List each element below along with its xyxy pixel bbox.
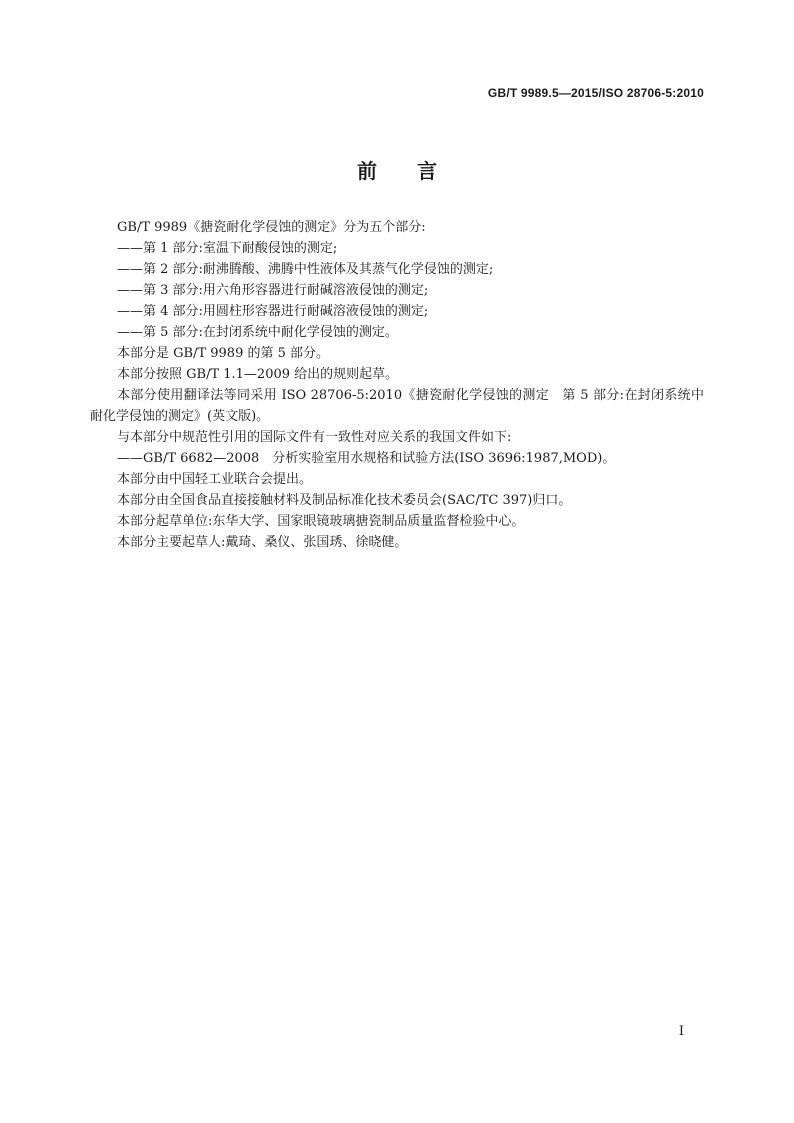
paragraph-references-intro: 与本部分中规范性引用的国际文件有一致性对应关系的我国文件如下: xyxy=(117,430,512,445)
page-number: I xyxy=(678,1024,684,1039)
paragraph-drafting-units: 本部分起草单位:东华大学、国家眼镜玻璃搪瓷制品质量监督检验中心。 xyxy=(117,514,525,529)
paragraph-part-statement: 本部分是 GB/T 9989 的第 5 部分。 xyxy=(117,346,330,361)
list-item-part-2: ——第 2 部分:耐沸腾酸、沸腾中性液体及其蒸气化学侵蚀的测定; xyxy=(117,262,494,277)
standard-code: GB/T 9989.5—2015/ISO 28706-5:2010 xyxy=(487,86,704,100)
paragraph-drafters: 本部分主要起草人:戴琦、桑仪、张国琇、徐晓健。 xyxy=(117,535,408,550)
paragraph-drafting-rules: 本部分按照 GB/T 1.1—2009 给出的规则起草。 xyxy=(117,367,399,382)
list-item-part-1: ——第 1 部分:室温下耐酸侵蚀的测定; xyxy=(117,241,338,256)
paragraph-proposer: 本部分由中国轻工业联合会提出。 xyxy=(117,472,313,487)
paragraph-adoption: 本部分使用翻译法等同采用 ISO 28706-5:2010《搪瓷耐化学侵蚀的测定 第 5 部分:在封闭系统中耐化学侵蚀的测定》(英文版)。 xyxy=(90,388,704,424)
paragraph-centralized: 本部分由全国食品直接接触材料及制品标准化技术委员会(SAC/TC 397)归口。 xyxy=(117,493,572,508)
foreword-body xyxy=(90,217,704,553)
list-item-part-5: ——第 5 部分:在封闭系统中耐化学侵蚀的测定。 xyxy=(117,325,398,340)
list-item-part-4: ——第 4 部分:用圆柱形容器进行耐碱溶液侵蚀的测定; xyxy=(117,304,429,319)
list-item-reference: ——GB/T 6682—2008 分析实验室用水规格和试验方法(ISO 3696:1987,MOD)。 xyxy=(117,451,616,466)
paragraph-intro: GB/T 9989《搪瓷耐化学侵蚀的测定》分为五个部分: xyxy=(117,220,426,235)
list-item-part-3: ——第 3 部分:用六角形容器进行耐碱溶液侵蚀的测定; xyxy=(117,283,429,298)
page-title: 前言 xyxy=(357,159,477,183)
